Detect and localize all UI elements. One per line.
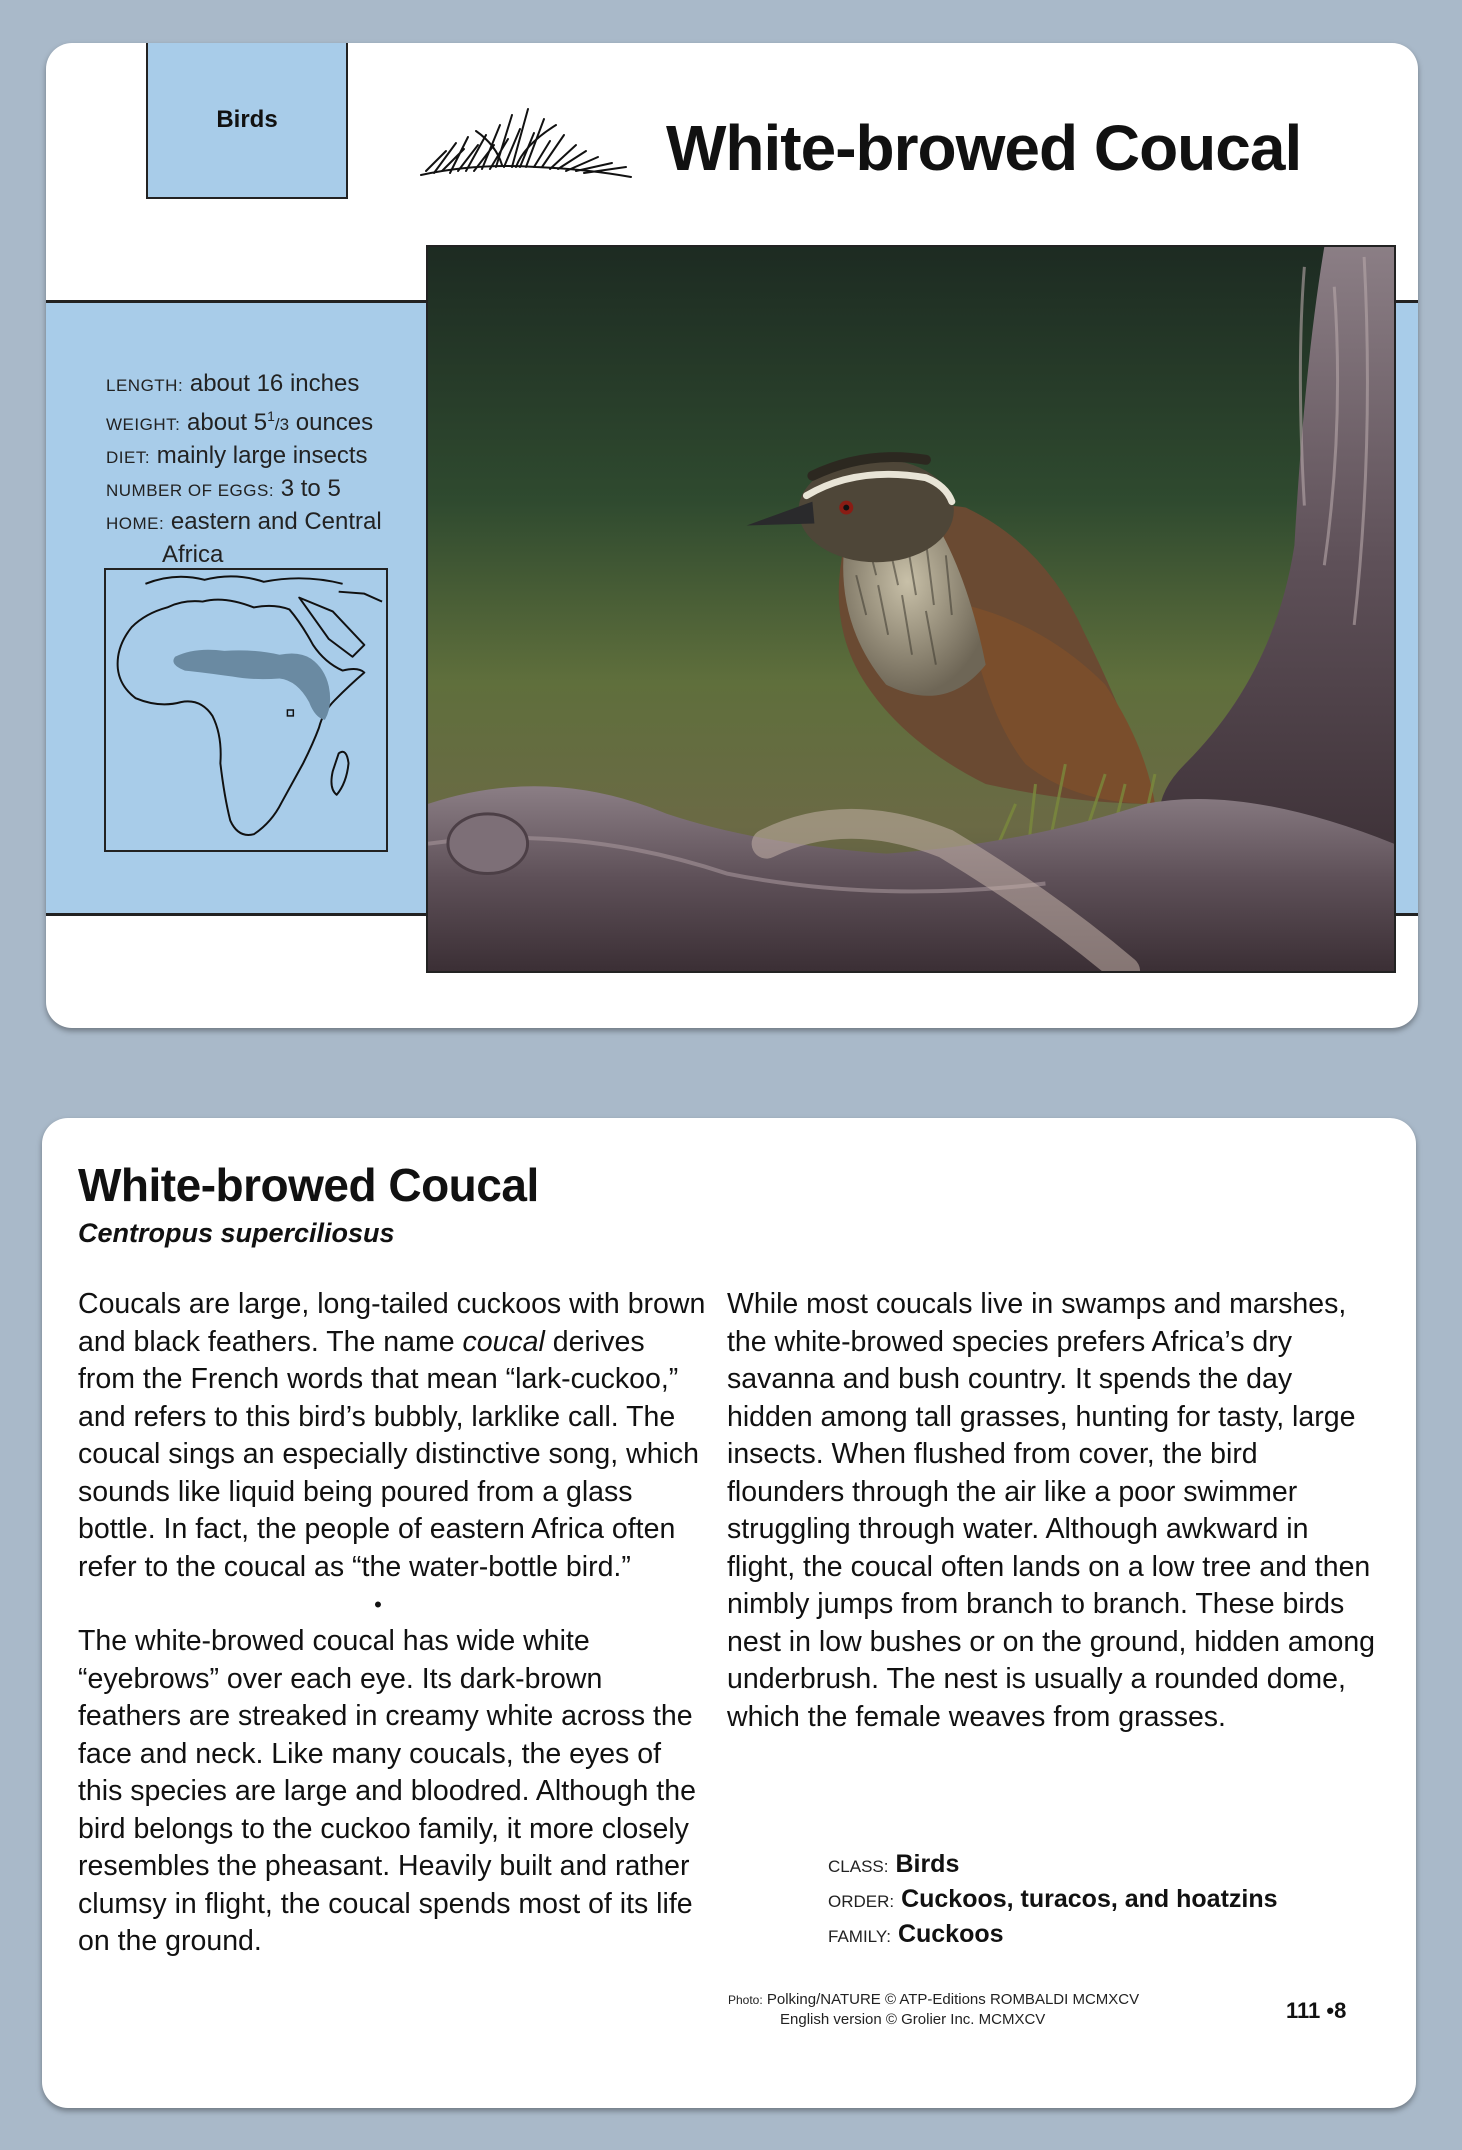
photo-label: Photo: — [728, 1993, 763, 2007]
fact-list — [106, 368, 446, 570]
fact-diet — [106, 440, 446, 473]
taxonomy-family — [828, 1918, 1278, 1953]
order-label: ORDER: — [828, 1892, 895, 1911]
family-value: Cuckoos — [897, 1920, 1004, 1948]
card-number: 111 •8 — [1286, 1998, 1347, 2023]
fact-home-value-line2: Africa — [162, 541, 224, 568]
grass-icon — [416, 105, 636, 185]
family-label: FAMILY: — [828, 1927, 891, 1946]
fact-weight-label: WEIGHT: — [106, 415, 181, 434]
order-value: Cuckoos, turacos, and hoatzins — [901, 1885, 1278, 1913]
fact-diet-label: DIET: — [106, 448, 151, 467]
scientific-name: Centropus superciliosus — [78, 1218, 395, 1248]
paragraph-intro: Coucals are large, long-tailed cuckoos with brown and black feathers. The name coucal derives from the French words that mean “lark-cuckoo,” and refers to this bird’s bubbly, larklike call. The coucal sings an especially distinctive song, which sounds like liquid being poured from a glass bottle. In fact, the people of eastern Africa often refer to the coucal as “the water-bottle bird.” — [78, 1288, 706, 1583]
photo-credits — [728, 1990, 1139, 2029]
text-column-left — [78, 1286, 708, 1961]
paragraph-appearance: The white-browed coucal has wide white “eyebrows” over each eye. Its dark-brown feathers are streaked in creamy white across the face and neck. Like many coucals, the eyes of this species are large and bloodred. Although the bird belongs to the cuckoo family, it more closely resembles the pheasant. Heavily built and rather clumsy in flight, the coucal spends most of its life on the ground. — [78, 1625, 696, 1957]
fact-eggs — [106, 473, 446, 506]
credit-line-1: Polking/NATURE © ATP-Editions ROMBALDI MCMXCV — [766, 1991, 1140, 2008]
fact-eggs-value: 3 to 5 — [280, 475, 341, 502]
front-card — [46, 43, 1418, 1028]
fact-home — [106, 506, 446, 539]
back-title: White-browed Coucal — [78, 1159, 539, 1211]
credit-line-2: English version © Grolier Inc. MCMXCV — [780, 2011, 1046, 2028]
fact-length-label: LENGTH: — [106, 376, 184, 395]
fact-eggs-label: NUMBER OF EGGS: — [106, 481, 275, 500]
class-value: Birds — [895, 1850, 960, 1878]
fact-weight — [106, 401, 446, 440]
paragraph-habitat: While most coucals live in swamps and marshes, the white-browed species prefers Africa’s dry savanna and bush country. It spends the day hidden among tall grasses, hunting for tasty, large insects. When flushed from cover, the bird flounders through the air like a poor swimmer struggling through water. Although awkward in flight, the coucal often lands on a low tree and then nimbly jumps from branch to branch. These birds nest in low bushes or on the ground, hidden among underbrush. The nest is usually a rounded dome, which the female weaves from grasses. — [727, 1288, 1376, 1733]
back-card — [42, 1118, 1416, 2108]
fact-weight-value: about $5^1/3$ ounces — [187, 408, 374, 436]
taxonomy-class — [828, 1848, 1278, 1883]
range-map — [104, 568, 388, 852]
category-box — [146, 43, 348, 199]
taxonomy — [828, 1848, 1278, 1953]
class-label: CLASS: — [828, 1857, 889, 1876]
front-title: White-browed Coucal — [666, 112, 1302, 184]
fact-length — [106, 368, 446, 401]
coucal-photo — [426, 245, 1396, 973]
paragraph-separator: • — [374, 1592, 382, 1617]
fact-length-value: about 16 inches — [189, 370, 360, 397]
text-column-right — [727, 1286, 1377, 1736]
fact-home-label: HOME: — [106, 514, 165, 533]
taxonomy-order — [828, 1883, 1278, 1918]
range-area — [173, 650, 330, 720]
fact-home-value: eastern and Central — [170, 508, 382, 535]
category-label: Birds — [216, 106, 278, 133]
fact-diet-value: mainly large insects — [156, 442, 368, 469]
